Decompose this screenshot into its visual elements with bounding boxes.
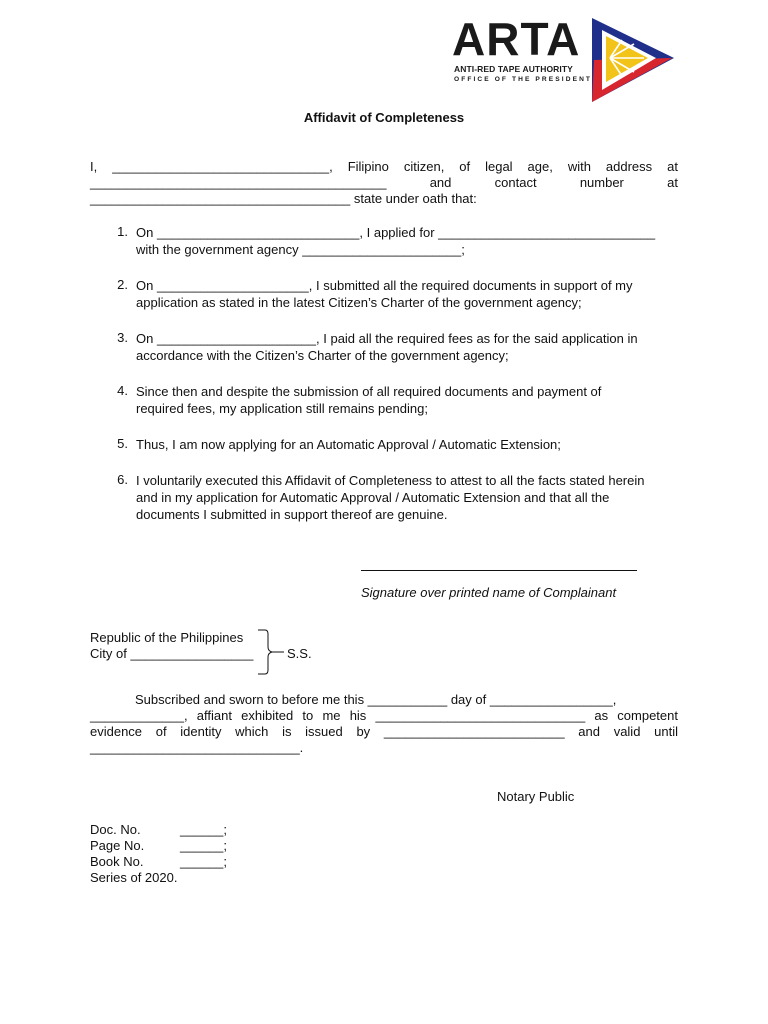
arta-logo [448,13,676,104]
list-item: I voluntarily executed this Affidavit of Completeness to attest to all the facts stated herein and in my application for Automatic Approval / Automatic Extension and that all the documents I submitted in support thereof are genuine. [136,473,645,522]
item-number: 5. [117,436,128,451]
logo-subtitle: ANTI-RED TAPE AUTHORITY [454,64,573,74]
item-number: 4. [117,383,128,398]
venue-city: City of _________________ [90,646,254,661]
list-item: Thus, I am now applying for an Automatic Approval / Automatic Extension; [136,437,561,452]
intro-line-1: I, ______________________________, Filipino citizen, of legal age, with address at [90,159,678,174]
logo-wordmark: ARTA [452,13,581,65]
logo-office: OFFICE OF THE PRESIDENT [454,76,593,83]
list-item: On ____________________________, I applied for ______________________________ with the government agency ______________________; [136,225,656,257]
logo-emblem-icon [588,16,676,104]
curly-brace-icon [256,628,286,676]
jurat-line-1: Subscribed and sworn to before me this ___________ day of _________________, [135,692,617,707]
signature-caption: Signature over printed name of Complainant [361,585,617,600]
notary-label: Notary Public [497,789,575,804]
item-number: 2. [117,277,128,292]
item-number: 6. [117,472,128,487]
venue-ss: S.S. [287,646,312,661]
intro-paragraph [90,159,678,207]
registry-row: Page No. ______; [90,838,227,853]
intro-line-3: ____________________________________ state under oath that: [90,191,477,206]
registry-block [90,822,227,886]
jurat-paragraph [90,692,678,756]
item-number: 3. [117,330,128,345]
jurat-line-4: _____________________________. [90,740,304,755]
jurat-line-3: evidence of identity which is issued by _________________________ and valid until [90,724,678,739]
jurat-line-2: _____________, affiant exhibited to me his _____________________________ as competent [90,708,678,723]
document-title: Affidavit of Completeness [303,110,465,125]
registry-row: Book No. ______; [90,854,227,869]
venue-block [90,630,253,662]
registry-row: Doc. No. ______; [90,822,227,837]
venue-country: Republic of the Philippines [90,630,244,645]
signature-line [361,570,637,571]
list-item: Since then and despite the submission of all required documents and payment of required fees, my application still remains pending; [136,384,602,416]
series-label: Series of 2020. [90,870,178,885]
item-number: 1. [117,224,128,239]
intro-line-2: _________________________________________ and contact number at [90,175,678,190]
list-item: On ______________________, I paid all the required fees as for the said application in accordance with the Citizen’s Charter of the government agency; [136,331,638,363]
list-item: On _____________________, I submitted all the required documents in support of my application as stated in the latest Citizen’s Charter of the government agency; [136,278,633,310]
